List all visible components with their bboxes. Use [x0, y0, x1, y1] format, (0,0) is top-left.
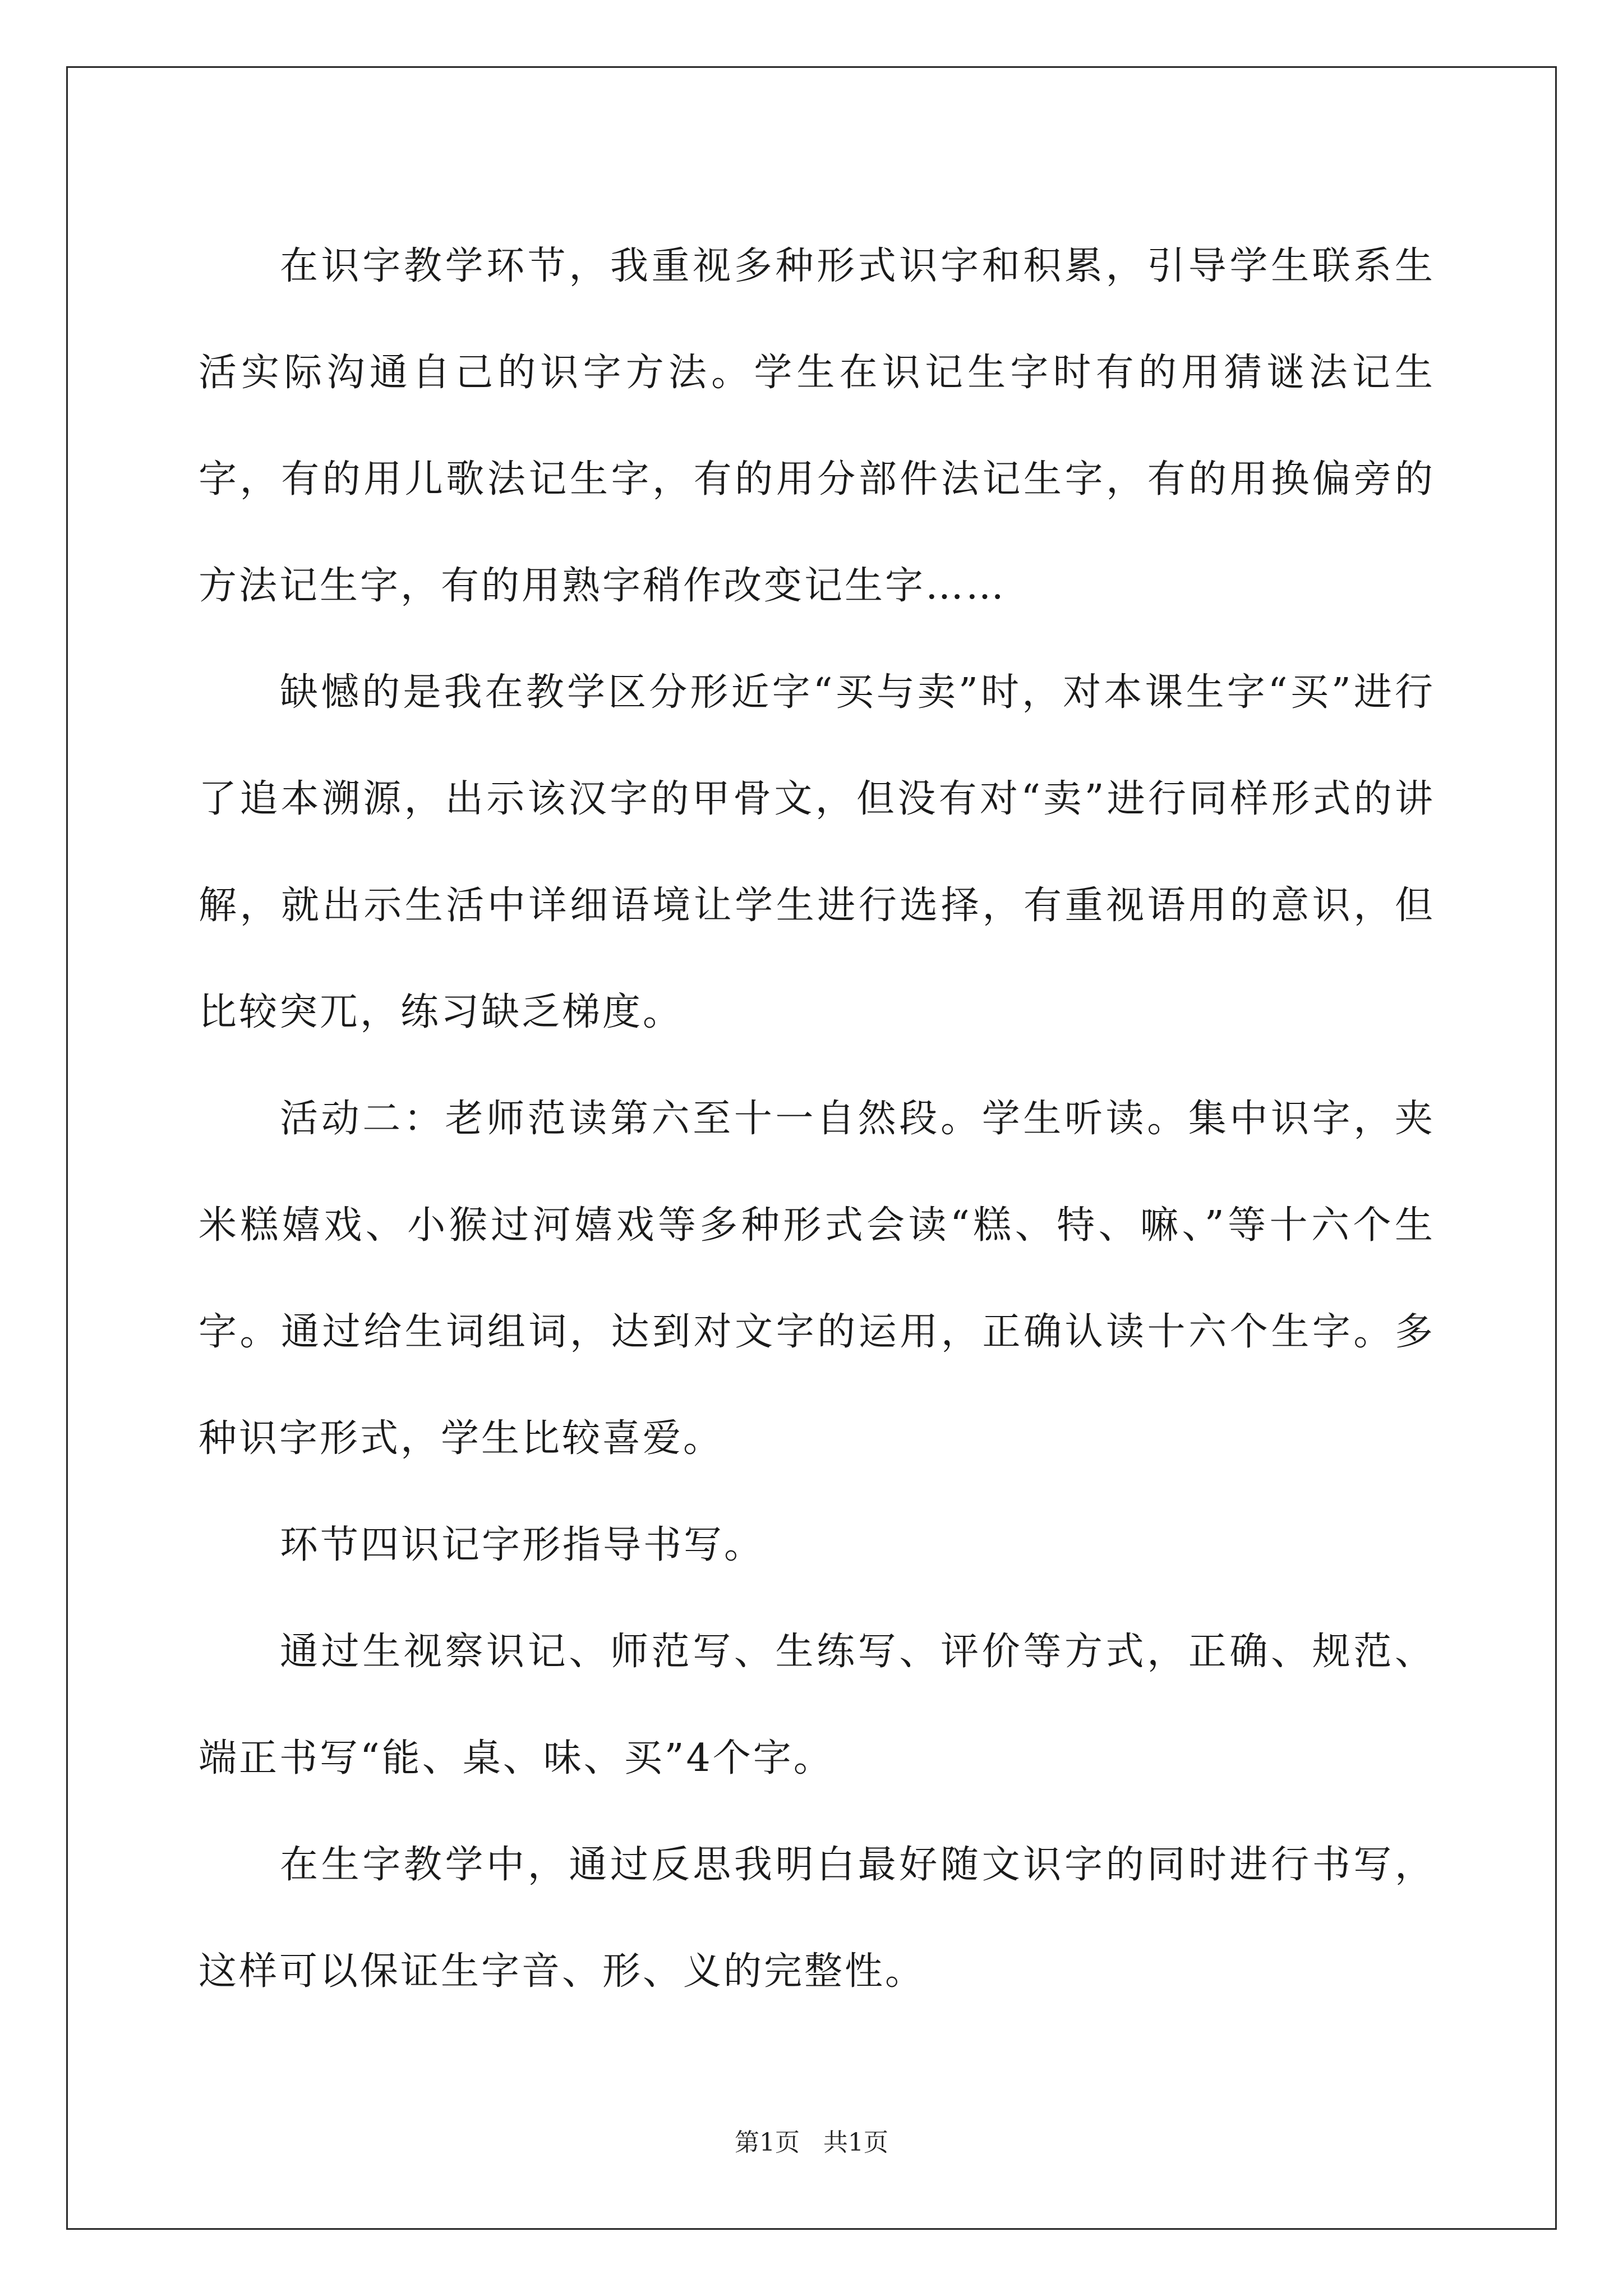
- paragraph: 在生字教学中，通过反思我明白最好随文识字的同时进行书写，这样可以保证生字音、形、义的完整性。: [199, 1843, 1435, 1994]
- page-number-current: 第1页: [735, 2128, 800, 2157]
- document-body: [199, 213, 1435, 2025]
- paragraph: 在识字教学环节，我重视多种形式识字和积累，引导学生联系生活实际沟通自己的识字方法。学生在识记生字时有的用猜谜法记生字，有的用儿歌法记生字，有的用分部件法记生字，有的用换偏旁的方法记生字，有的用熟字稍作改变记生字……: [199, 244, 1435, 608]
- page-footer: [0, 2126, 1623, 2160]
- paragraph: 活动二：老师范读第六至十一自然段。学生听读。集中识字，夹米糕嬉戏、小猴过河嬉戏等多种形式会读“糕、特、嘛、”等十六个生字。通过给生词组词，达到对文字的运用，正确认读十六个生字。多种识字形式，学生比较喜爱。: [199, 1097, 1435, 1461]
- paragraph: 缺憾的是我在教学区分形近字“买与卖”时，对本课生字“买”进行了追本溯源，出示该汉字的甲骨文，但没有对“卖”进行同样形式的讲解，就出示生活中详细语境让学生进行选择，有重视语用的意识，但比较突兀，练习缺乏梯度。: [199, 670, 1435, 1034]
- paragraph: 环节四识记字形指导书写。: [280, 1523, 765, 1567]
- paragraph: 通过生视察识记、师范写、生练写、评价等方式，正确、规范、端正书写“能、桌、味、买”4个字。: [199, 1630, 1435, 1780]
- page-number-total: 共1页: [823, 2128, 888, 2157]
